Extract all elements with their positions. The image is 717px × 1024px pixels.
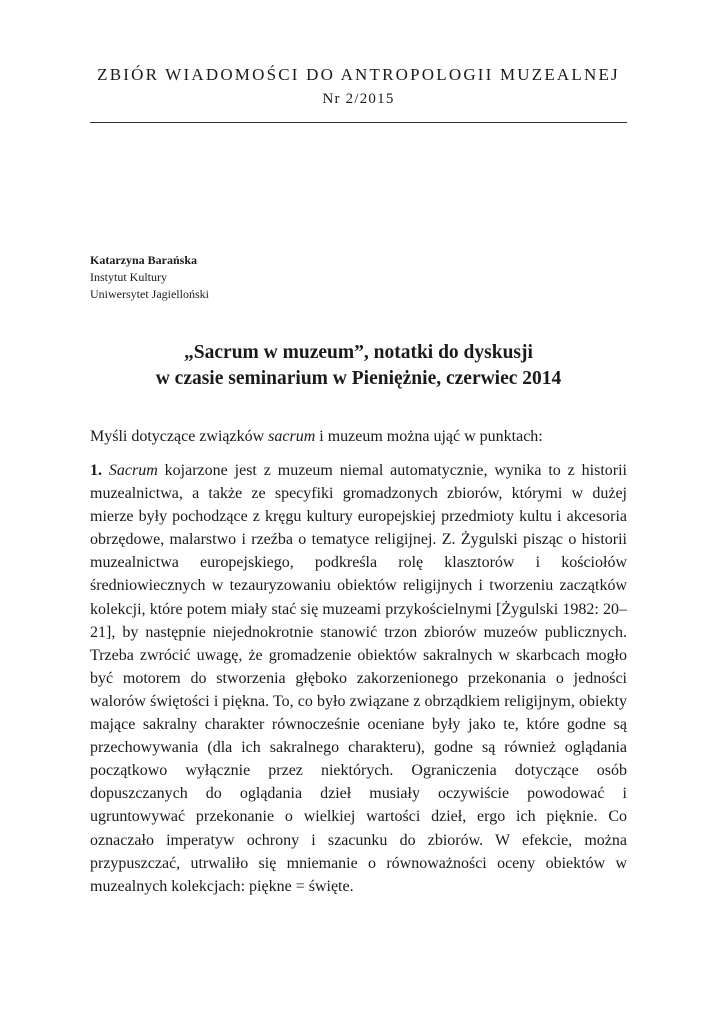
affiliation-university: Uniwersytet Jagielloński	[90, 287, 209, 301]
journal-title: ZBIÓR WIADOMOŚCI DO ANTROPOLOGII MUZEALNEJ	[97, 65, 620, 84]
article-title-line-1: „Sacrum w muzeum”, notatki do dyskusji	[184, 342, 533, 363]
intro-text-end: i muzeum można ująć w punktach:	[315, 428, 543, 445]
intro-text-start: Myśli dotyczące związków	[90, 428, 269, 445]
paragraph-number: 1.	[90, 462, 102, 479]
paragraph-body: kojarzone jest z muzeum niemal automatycznie, wynika to z historii muzealnictwa, a także ze specyfiki gromadzonych zbiorów, którymi w dużej mierze były pochodzące z kręgu kultury europejskiej przedmioty kultu i akcesoria obrzędowe, malarstwo i rzeźba o tematyce religijnej. Z. Żygulski pisząc o historii muzealnictwa europejskiego, podkreśla rolę klasztorów i kościołów średniowiecznych w tezauryzowaniu obiektów religijnych i tworzeniu zaczątków kolekcji, które potem miały stać się muzeami przykościelnymi [Żygulski 1982: 20–21], by następnie niejednokrotnie stanowić trzon zbiorów muzeów publicznych. Trzeba zwrócić uwagę, że gromadzenie obiektów sakralnych w skarbcach mogło być motorem do stworzenia głęboko zakorzenionego przekonania o jedności walorów świętości i piękna. To, co było związane z obrządkiem religijnym, obiekty mające sakralny charakter równocześnie oceniane były jako te, które godne są przechowywania (dla ich sakralnego charakteru), godne są również oglądania początkowo wyłącznie przez niektórych. Ograniczenia dotyczące osób dopuszczanych do oglądania dzieł musiały oczywiście powodować i ugruntowywać przekonanie o wielkiej wartości dzieł, ergo ich pięknie. Co oznaczało imperatyw ochrony i szacunku do zbiorów. W efekcie, można przypuszczać, utrwaliło się mniemanie o równoważności oceny obiektów w muzealnych kolekcjach: piękne = święte.	[90, 462, 627, 895]
issue-number: Nr 2/2015	[322, 91, 395, 107]
article-title-line-2: w czasie seminarium w Pieniężnie, czerwiec 2014	[155, 368, 562, 389]
intro-paragraph	[90, 425, 627, 448]
author-name: Katarzyna Barańska	[90, 253, 198, 267]
intro-italic-term: sacrum	[268, 428, 316, 445]
affiliation-institute: Instytut Kultury	[90, 270, 167, 284]
author-block	[90, 252, 209, 303]
header-rule	[90, 122, 627, 123]
paragraph-1	[90, 459, 627, 898]
running-head	[90, 64, 627, 109]
article-title	[90, 340, 627, 392]
paragraph-italic-term: Sacrum	[108, 462, 158, 479]
